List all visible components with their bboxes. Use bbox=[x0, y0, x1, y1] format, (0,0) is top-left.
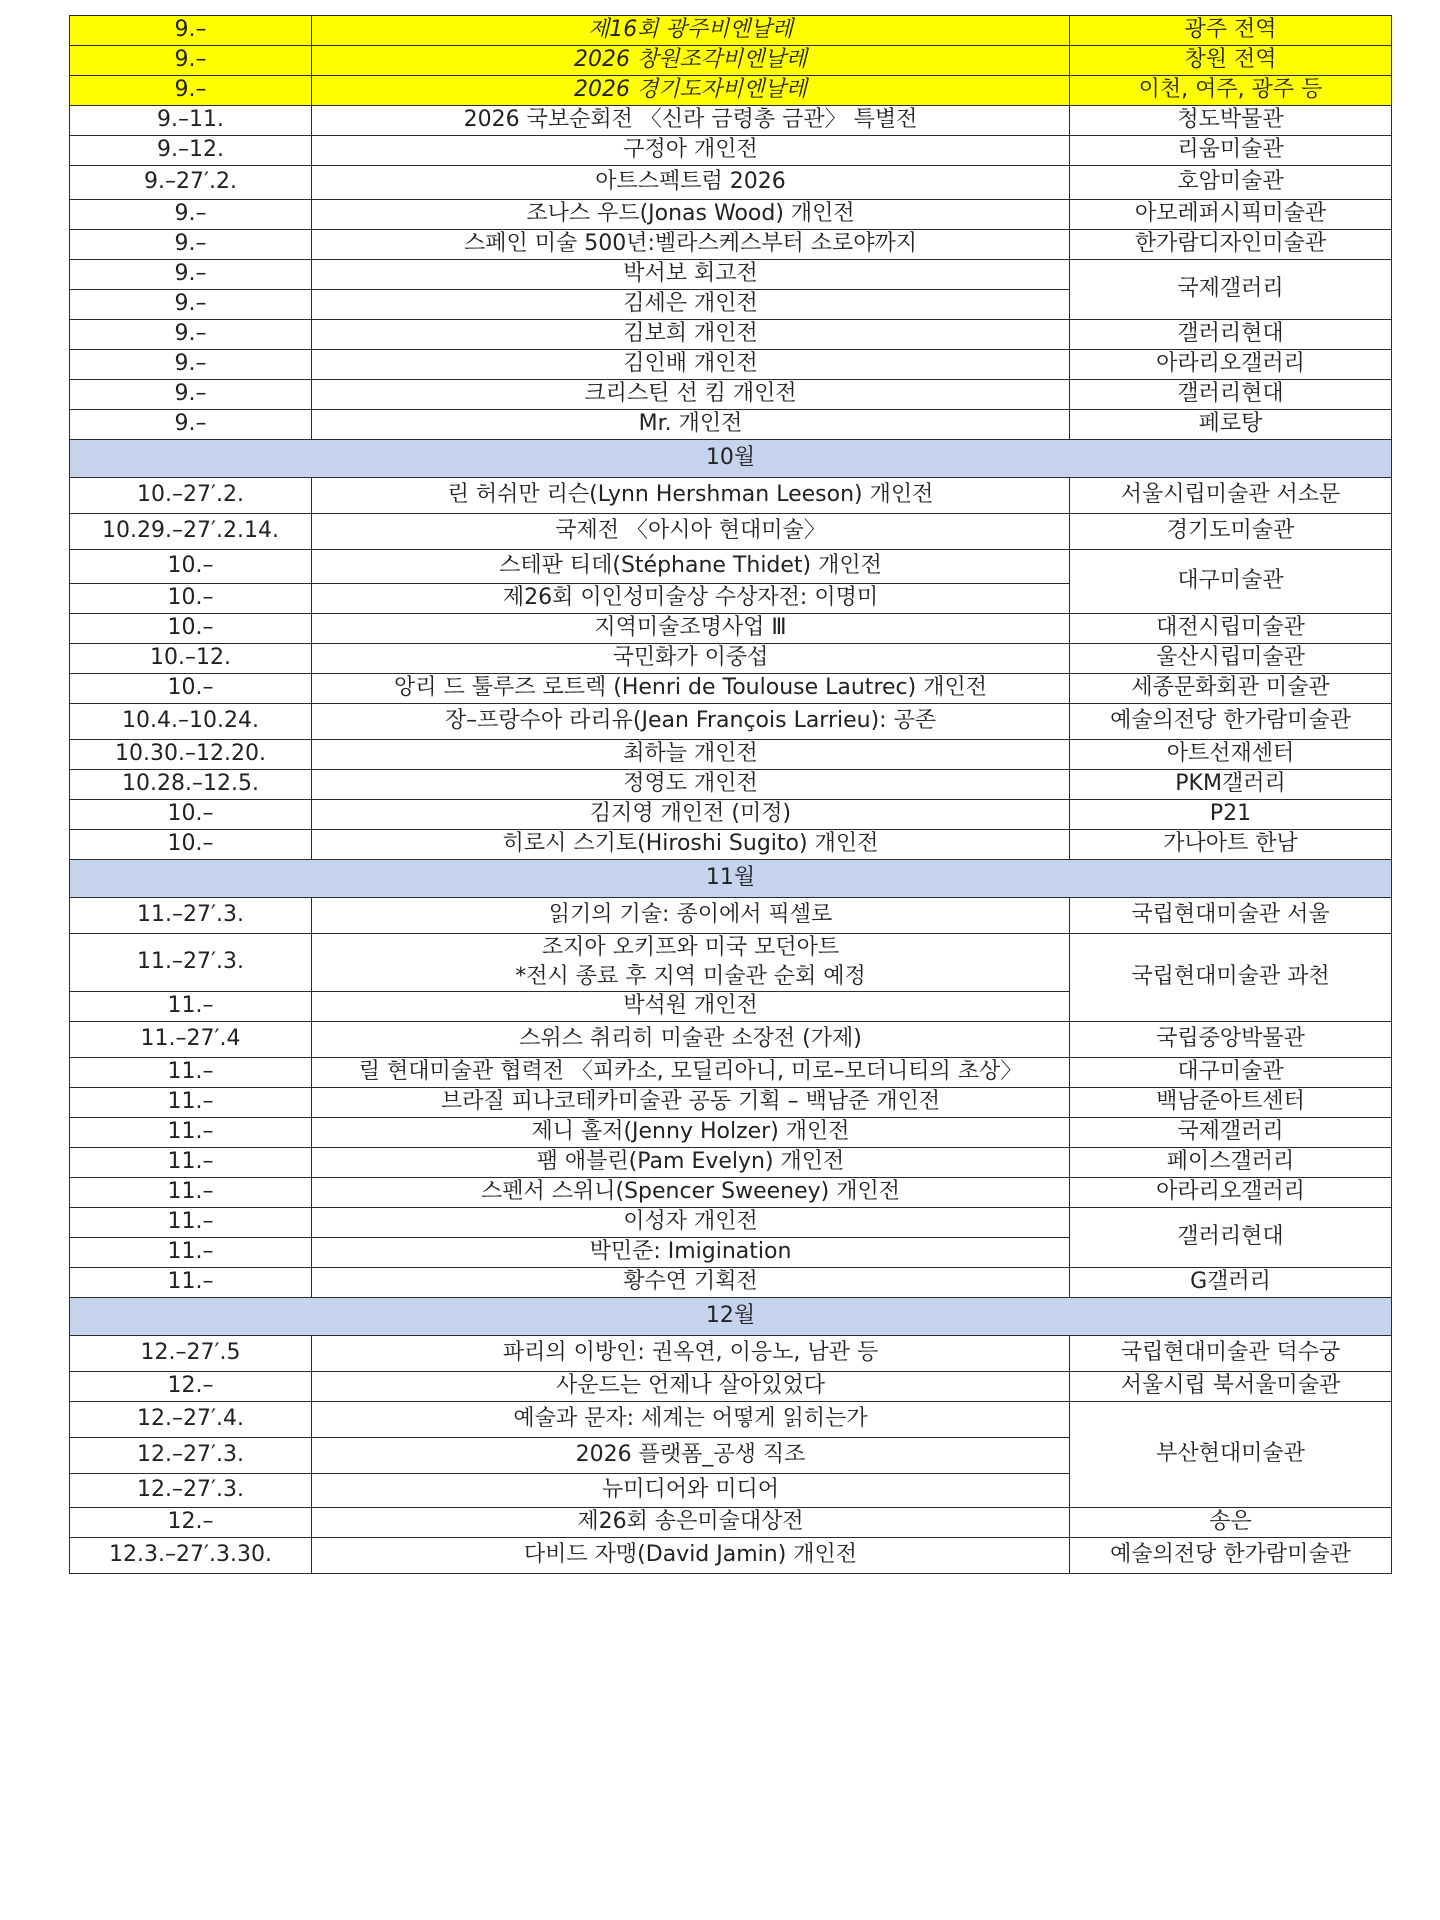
exhibition-title: 구정아 개인전 bbox=[312, 136, 1070, 166]
month-header-row bbox=[70, 1298, 1392, 1336]
exhibition-date: 12.–27′.3. bbox=[70, 1474, 312, 1508]
exhibition-row bbox=[70, 230, 1392, 260]
exhibition-venue: 국제갤러리 bbox=[1070, 260, 1392, 320]
month-header-row bbox=[70, 440, 1392, 478]
exhibition-date: 12.–27′.4. bbox=[70, 1402, 312, 1438]
exhibition-venue: 아라리오갤러리 bbox=[1070, 350, 1392, 380]
exhibition-title: 스펜서 스위니(Spencer Sweeney) 개인전 bbox=[312, 1178, 1070, 1208]
exhibition-date: 11.– bbox=[70, 1088, 312, 1118]
exhibition-date: 11.– bbox=[70, 1238, 312, 1268]
exhibition-row bbox=[70, 320, 1392, 350]
exhibition-title: 2026 경기도자비엔날레 bbox=[312, 76, 1070, 106]
exhibition-row bbox=[70, 1372, 1392, 1402]
exhibition-row bbox=[70, 1118, 1392, 1148]
exhibition-venue: 백남준아트센터 bbox=[1070, 1088, 1392, 1118]
exhibition-venue: 페이스갤러리 bbox=[1070, 1148, 1392, 1178]
exhibition-row bbox=[70, 106, 1392, 136]
exhibition-title: 최하늘 개인전 bbox=[312, 740, 1070, 770]
exhibition-row bbox=[70, 934, 1392, 992]
exhibition-venue: 대전시립미술관 bbox=[1070, 614, 1392, 644]
exhibition-title: Mr. 개인전 bbox=[312, 410, 1070, 440]
exhibition-date: 9.– bbox=[70, 16, 312, 46]
exhibition-date: 9.– bbox=[70, 46, 312, 76]
exhibition-venue: 서울시립 북서울미술관 bbox=[1070, 1372, 1392, 1402]
exhibition-venue: 서울시립미술관 서소문 bbox=[1070, 478, 1392, 514]
exhibition-venue: 아라리오갤러리 bbox=[1070, 1178, 1392, 1208]
exhibition-date: 10.30.–12.20. bbox=[70, 740, 312, 770]
exhibition-date: 10.–12. bbox=[70, 644, 312, 674]
exhibition-title: 국민화가 이중섭 bbox=[312, 644, 1070, 674]
exhibition-date: 9.–12. bbox=[70, 136, 312, 166]
exhibition-row bbox=[70, 740, 1392, 770]
exhibition-title: 린 허쉬만 리슨(Lynn Hershman Leeson) 개인전 bbox=[312, 478, 1070, 514]
exhibition-date: 9.– bbox=[70, 230, 312, 260]
exhibition-venue: 이천, 여주, 광주 등 bbox=[1070, 76, 1392, 106]
exhibition-venue: 가나아트 한남 bbox=[1070, 830, 1392, 860]
exhibition-row bbox=[70, 1508, 1392, 1538]
exhibition-row bbox=[70, 350, 1392, 380]
exhibition-row bbox=[70, 1088, 1392, 1118]
exhibition-date: 10.– bbox=[70, 674, 312, 704]
exhibition-venue: 갤러리현대 bbox=[1070, 320, 1392, 350]
exhibition-venue: 호암미술관 bbox=[1070, 166, 1392, 200]
exhibition-row bbox=[70, 76, 1392, 106]
exhibition-row bbox=[70, 1402, 1392, 1438]
exhibition-title: 2026 플랫폼_공생 직조 bbox=[312, 1438, 1070, 1474]
exhibition-date: 12.– bbox=[70, 1508, 312, 1538]
exhibition-date: 9.– bbox=[70, 350, 312, 380]
exhibition-date: 9.– bbox=[70, 260, 312, 290]
exhibition-date: 10.29.–27′.2.14. bbox=[70, 514, 312, 550]
exhibition-title: 박석원 개인전 bbox=[312, 992, 1070, 1022]
exhibition-title: 크리스틴 선 킴 개인전 bbox=[312, 380, 1070, 410]
exhibition-venue: 국제갤러리 bbox=[1070, 1118, 1392, 1148]
exhibition-date: 11.– bbox=[70, 992, 312, 1022]
exhibition-row bbox=[70, 644, 1392, 674]
exhibition-date: 11.–27′.3. bbox=[70, 898, 312, 934]
exhibition-title: 예술과 문자: 세계는 어떻게 읽히는가 bbox=[312, 1402, 1070, 1438]
exhibition-date: 12.–27′.3. bbox=[70, 1438, 312, 1474]
exhibition-date: 12.3.–27′.3.30. bbox=[70, 1538, 312, 1574]
exhibition-venue: G갤러리 bbox=[1070, 1268, 1392, 1298]
exhibition-row bbox=[70, 1148, 1392, 1178]
exhibition-venue: PKM갤러리 bbox=[1070, 770, 1392, 800]
exhibition-date: 9.– bbox=[70, 320, 312, 350]
exhibition-date: 11.– bbox=[70, 1268, 312, 1298]
exhibition-venue: 아모레퍼시픽미술관 bbox=[1070, 200, 1392, 230]
exhibition-title-note: *전시 종료 후 지역 미술관 순회 예정 bbox=[515, 963, 866, 989]
exhibition-title: 2026 국보순회전 〈신라 금령총 금관〉 특별전 bbox=[312, 106, 1070, 136]
exhibition-date: 10.–27′.2. bbox=[70, 478, 312, 514]
exhibition-venue: 울산시립미술관 bbox=[1070, 644, 1392, 674]
exhibition-date: 10.– bbox=[70, 584, 312, 614]
exhibition-row bbox=[70, 46, 1392, 76]
exhibition-row bbox=[70, 380, 1392, 410]
exhibition-date: 9.– bbox=[70, 76, 312, 106]
exhibition-title: 제26회 송은미술대상전 bbox=[312, 1508, 1070, 1538]
exhibition-row bbox=[70, 1178, 1392, 1208]
exhibition-date: 9.– bbox=[70, 380, 312, 410]
exhibition-schedule-body bbox=[70, 16, 1392, 1574]
exhibition-title: 김인배 개인전 bbox=[312, 350, 1070, 380]
exhibition-date: 9.– bbox=[70, 290, 312, 320]
exhibition-row bbox=[70, 410, 1392, 440]
exhibition-date: 11.– bbox=[70, 1208, 312, 1238]
exhibition-row bbox=[70, 200, 1392, 230]
exhibition-venue: 대구미술관 bbox=[1070, 1058, 1392, 1088]
exhibition-row bbox=[70, 770, 1392, 800]
exhibition-title: 조나스 우드(Jonas Wood) 개인전 bbox=[312, 200, 1070, 230]
exhibition-venue: 페로탕 bbox=[1070, 410, 1392, 440]
exhibition-title: 뉴미디어와 미디어 bbox=[312, 1474, 1070, 1508]
exhibition-title: 브라질 피나코테카미술관 공동 기획 – 백남준 개인전 bbox=[312, 1088, 1070, 1118]
exhibition-schedule-table bbox=[69, 15, 1392, 1574]
exhibition-title: 아트스펙트럼 2026 bbox=[312, 166, 1070, 200]
exhibition-row bbox=[70, 800, 1392, 830]
exhibition-date: 9.–11. bbox=[70, 106, 312, 136]
exhibition-row bbox=[70, 674, 1392, 704]
exhibition-row bbox=[70, 166, 1392, 200]
exhibition-row bbox=[70, 1022, 1392, 1058]
exhibition-row bbox=[70, 478, 1392, 514]
exhibition-venue: 청도박물관 bbox=[1070, 106, 1392, 136]
exhibition-title: 다비드 자맹(David Jamin) 개인전 bbox=[312, 1538, 1070, 1574]
exhibition-row bbox=[70, 898, 1392, 934]
exhibition-date: 11.– bbox=[70, 1178, 312, 1208]
exhibition-title: 제16회 광주비엔날레 bbox=[312, 16, 1070, 46]
exhibition-row bbox=[70, 514, 1392, 550]
exhibition-row bbox=[70, 1058, 1392, 1088]
exhibition-venue: 예술의전당 한가람미술관 bbox=[1070, 1538, 1392, 1574]
exhibition-title: 국제전 〈아시아 현대미술〉 bbox=[312, 514, 1070, 550]
exhibition-title: 스위스 취리히 미술관 소장전 (가제) bbox=[312, 1022, 1070, 1058]
exhibition-date: 11.– bbox=[70, 1148, 312, 1178]
exhibition-venue: 광주 전역 bbox=[1070, 16, 1392, 46]
exhibition-title: 제니 홀저(Jenny Holzer) 개인전 bbox=[312, 1118, 1070, 1148]
exhibition-title: 사운드는 언제나 살아있었다 bbox=[312, 1372, 1070, 1402]
exhibition-date: 12.– bbox=[70, 1372, 312, 1402]
exhibition-row bbox=[70, 1336, 1392, 1372]
exhibition-title: 김세은 개인전 bbox=[312, 290, 1070, 320]
exhibition-title: 박민준: Imigination bbox=[312, 1238, 1070, 1268]
exhibition-title: 장–프랑수아 라리유(Jean François Larrieu): 공존 bbox=[312, 704, 1070, 740]
exhibition-date: 11.–27′.3. bbox=[70, 934, 312, 992]
exhibition-title: 황수연 기획전 bbox=[312, 1268, 1070, 1298]
exhibition-venue: 창원 전역 bbox=[1070, 46, 1392, 76]
exhibition-title-line: 조지아 오키프와 미국 모던아트 bbox=[541, 935, 840, 960]
exhibition-row bbox=[70, 260, 1392, 290]
exhibition-title: 팸 애블린(Pam Evelyn) 개인전 bbox=[312, 1148, 1070, 1178]
exhibition-venue: P21 bbox=[1070, 800, 1392, 830]
exhibition-title: 정영도 개인전 bbox=[312, 770, 1070, 800]
exhibition-venue: 경기도미술관 bbox=[1070, 514, 1392, 550]
month-header-row bbox=[70, 860, 1392, 898]
exhibition-title: 앙리 드 툴루즈 로트렉 (Henri de Toulouse Lautrec) 개인전 bbox=[312, 674, 1070, 704]
exhibition-venue: 세종문화회관 미술관 bbox=[1070, 674, 1392, 704]
exhibition-date: 10.– bbox=[70, 614, 312, 644]
exhibition-venue: 한가람디자인미술관 bbox=[1070, 230, 1392, 260]
exhibition-venue: 대구미술관 bbox=[1070, 550, 1392, 614]
exhibition-row bbox=[70, 550, 1392, 584]
exhibition-title: 읽기의 기술: 종이에서 픽셀로 bbox=[312, 898, 1070, 934]
exhibition-venue: 국립중앙박물관 bbox=[1070, 1022, 1392, 1058]
exhibition-date: 10.4.–10.24. bbox=[70, 704, 312, 740]
exhibition-row bbox=[70, 830, 1392, 860]
exhibition-title: 김보희 개인전 bbox=[312, 320, 1070, 350]
month-header: 10월 bbox=[70, 440, 1392, 478]
exhibition-date: 11.– bbox=[70, 1058, 312, 1088]
exhibition-title: 제26회 이인성미술상 수상자전: 이명미 bbox=[312, 584, 1070, 614]
exhibition-title: 지역미술조명사업 Ⅲ bbox=[312, 614, 1070, 644]
exhibition-venue: 갤러리현대 bbox=[1070, 1208, 1392, 1268]
exhibition-row bbox=[70, 1268, 1392, 1298]
exhibition-row bbox=[70, 1538, 1392, 1574]
exhibition-title: 히로시 스기토(Hiroshi Sugito) 개인전 bbox=[312, 830, 1070, 860]
exhibition-title: 릴 현대미술관 협력전 〈피카소, 모딜리아니, 미로–모더니티의 초상〉 bbox=[312, 1058, 1070, 1088]
exhibition-date: 11.–27′.4 bbox=[70, 1022, 312, 1058]
exhibition-date: 10.– bbox=[70, 830, 312, 860]
exhibition-venue: 국립현대미술관 과천 bbox=[1070, 934, 1392, 1022]
exhibition-venue: 국립현대미술관 덕수궁 bbox=[1070, 1336, 1392, 1372]
exhibition-venue: 부산현대미술관 bbox=[1070, 1402, 1392, 1508]
exhibition-title: 스테판 티데(Stéphane Thidet) 개인전 bbox=[312, 550, 1070, 584]
exhibition-date: 10.– bbox=[70, 800, 312, 830]
exhibition-row bbox=[70, 1208, 1392, 1238]
exhibition-title: 박서보 회고전 bbox=[312, 260, 1070, 290]
exhibition-date: 11.– bbox=[70, 1118, 312, 1148]
exhibition-venue: 갤러리현대 bbox=[1070, 380, 1392, 410]
exhibition-venue: 국립현대미술관 서울 bbox=[1070, 898, 1392, 934]
exhibition-venue: 아트선재센터 bbox=[1070, 740, 1392, 770]
exhibition-title: 파리의 이방인: 권옥연, 이응노, 남관 등 bbox=[312, 1336, 1070, 1372]
month-header: 12월 bbox=[70, 1298, 1392, 1336]
exhibition-date: 12.–27′.5 bbox=[70, 1336, 312, 1372]
exhibition-venue: 송은 bbox=[1070, 1508, 1392, 1538]
exhibition-date: 10.28.–12.5. bbox=[70, 770, 312, 800]
exhibition-title: 스페인 미술 500년:벨라스케스부터 소로야까지 bbox=[312, 230, 1070, 260]
month-header: 11월 bbox=[70, 860, 1392, 898]
exhibition-row bbox=[70, 614, 1392, 644]
exhibition-row bbox=[70, 136, 1392, 166]
exhibition-date: 9.–27′.2. bbox=[70, 166, 312, 200]
exhibition-venue: 리움미술관 bbox=[1070, 136, 1392, 166]
exhibition-row bbox=[70, 704, 1392, 740]
exhibition-title: 이성자 개인전 bbox=[312, 1208, 1070, 1238]
exhibition-date: 9.– bbox=[70, 410, 312, 440]
exhibition-date: 9.– bbox=[70, 200, 312, 230]
exhibition-title bbox=[312, 934, 1070, 992]
exhibition-date: 10.– bbox=[70, 550, 312, 584]
exhibition-title: 2026 창원조각비엔날레 bbox=[312, 46, 1070, 76]
exhibition-row bbox=[70, 16, 1392, 46]
exhibition-title: 김지영 개인전 (미정) bbox=[312, 800, 1070, 830]
exhibition-venue: 예술의전당 한가람미술관 bbox=[1070, 704, 1392, 740]
